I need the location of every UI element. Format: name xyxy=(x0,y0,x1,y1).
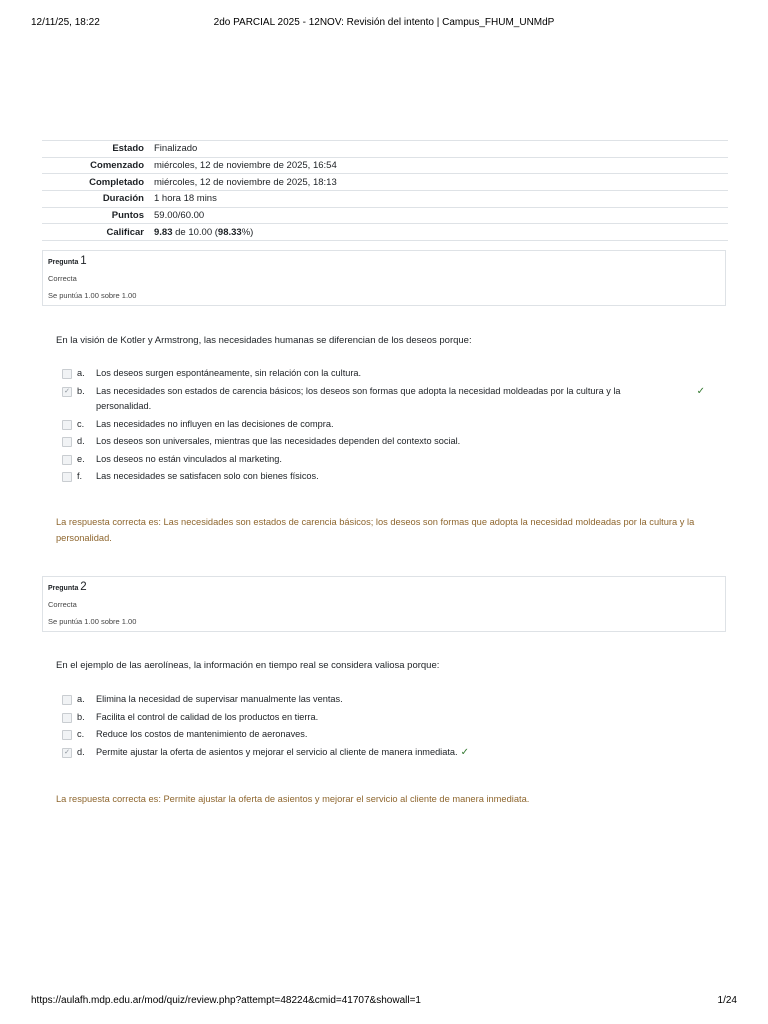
summary-row-duracion xyxy=(42,191,728,208)
check-icon: ✓ xyxy=(460,746,469,758)
question-2-info xyxy=(42,576,726,632)
answer-option-c[interactable] xyxy=(62,727,722,743)
question-2-correct-answer-feedback: La respuesta correcta es: Permite ajustar la oferta de asientos y mejorar el servicio al cliente de manera inmediata. xyxy=(56,794,530,804)
summary-value: miércoles, 12 de noviembre de 2025, 16:54 xyxy=(154,160,337,172)
grade-score: 9.83 xyxy=(154,226,173,238)
grade-suffix: %) xyxy=(241,226,254,238)
summary-label: Comenzado xyxy=(90,160,144,172)
question-grade: Se puntúa 1.00 sobre 1.00 xyxy=(48,291,137,300)
grade-percent: 98.33 xyxy=(217,226,242,238)
answer-option-b[interactable] xyxy=(62,384,722,415)
summary-label: Calificar xyxy=(106,226,144,238)
answer-checkbox[interactable] xyxy=(62,455,72,465)
summary-row-completado xyxy=(42,174,728,191)
answer-checkbox-checked[interactable]: ✓ xyxy=(62,387,72,397)
answer-text: Elimina la necesidad de supervisar manualmente las ventas. xyxy=(96,694,343,704)
answer-letter: c. xyxy=(77,729,85,739)
summary-row-calificar xyxy=(42,224,728,241)
answer-text: Los deseos surgen espontáneamente, sin relación con la cultura. xyxy=(96,368,362,378)
answer-option-b[interactable] xyxy=(62,710,722,726)
print-page-title: 2do PARCIAL 2025 - 12NOV: Revisión del intento | Campus_FHUM_UNMdP xyxy=(213,17,555,28)
print-footer xyxy=(31,995,737,1009)
summary-row-estado xyxy=(42,141,728,158)
summary-row-puntos xyxy=(42,207,728,224)
question-number xyxy=(48,581,87,593)
answer-checkbox[interactable] xyxy=(62,472,72,482)
summary-value xyxy=(154,224,728,241)
answer-text: Los deseos no están vinculados al marketing. xyxy=(96,453,282,464)
answer-text: Facilita el control de calidad de los productos en tierra. xyxy=(96,711,319,722)
answer-letter: f. xyxy=(77,471,83,481)
summary-label: Duración xyxy=(102,193,144,205)
answer-checkbox[interactable] xyxy=(62,420,72,430)
answer-letter: a. xyxy=(77,368,85,378)
print-datetime: 12/11/25, 18:22 xyxy=(31,17,100,28)
question-2-answers xyxy=(62,692,722,762)
summary-value: 59.00/60.00 xyxy=(154,210,205,222)
question-label: Pregunta xyxy=(48,585,79,592)
question-state: Correcta xyxy=(48,600,77,609)
question-number-value: 1 xyxy=(80,255,87,267)
answer-text: Las necesidades son estados de carencia básicos; los deseos son formas que adopta la necesidad moldeadas por la cultura y la personalidad. xyxy=(96,385,621,411)
summary-value: Finalizado xyxy=(154,143,198,155)
answer-text: Las necesidades se satisfacen solo con bienes físicos. xyxy=(96,471,319,481)
question-number xyxy=(48,255,87,267)
answer-option-c[interactable] xyxy=(62,417,722,433)
answer-letter: c. xyxy=(77,418,85,429)
question-1-text: En la visión de Kotler y Armstrong, las necesidades humanas se diferencian de los deseos porque: xyxy=(56,335,472,346)
answer-text: Las necesidades no influyen en las decisiones de compra. xyxy=(96,418,334,429)
answer-text: Los deseos son universales, mientras que las necesidades dependen del contexto social. xyxy=(96,436,461,446)
answer-checkbox[interactable] xyxy=(62,695,72,705)
question-state: Correcta xyxy=(48,274,77,283)
question-grade: Se puntúa 1.00 sobre 1.00 xyxy=(48,617,137,626)
question-1-correct-answer-feedback: La respuesta correcta es: Las necesidades son estados de carencia básicos; los deseos son formas que adopta la necesidad moldeadas por la cultura y la personalidad. xyxy=(56,517,695,543)
answer-letter: b. xyxy=(77,385,85,396)
summary-value: miércoles, 12 de noviembre de 2025, 18:13 xyxy=(154,176,337,188)
answer-letter: d. xyxy=(77,436,85,446)
answer-checkbox-checked[interactable]: ✓ xyxy=(62,748,72,758)
summary-label: Estado xyxy=(112,143,144,155)
summary-label: Puntos xyxy=(111,210,144,222)
answer-text-row xyxy=(96,745,722,761)
answer-option-d[interactable] xyxy=(62,434,722,450)
print-url: https://aulafh.mdp.edu.ar/mod/quiz/review.php?attempt=48224&cmid=41707&showall=1 xyxy=(31,995,421,1006)
question-2-text: En el ejemplo de las aerolíneas, la información en tiempo real se considera valiosa porque: xyxy=(56,660,440,671)
question-number-value: 2 xyxy=(80,581,87,593)
answer-option-e[interactable] xyxy=(62,452,722,468)
answer-checkbox[interactable] xyxy=(62,730,72,740)
answer-checkbox[interactable] xyxy=(62,369,72,379)
answer-option-a[interactable] xyxy=(62,366,722,382)
answer-option-d[interactable] xyxy=(62,745,722,761)
print-page-number: 1/24 xyxy=(717,995,737,1006)
answer-letter: b. xyxy=(77,711,85,722)
answer-checkbox[interactable] xyxy=(62,437,72,447)
grade-max: de 10.00 ( xyxy=(172,226,218,238)
answer-text: Permite ajustar la oferta de asientos y mejorar el servicio al cliente de manera inmediata. xyxy=(96,746,458,757)
question-label: Pregunta xyxy=(48,259,79,266)
summary-value: 1 hora 18 mins xyxy=(154,193,217,205)
summary-label: Completado xyxy=(89,176,144,188)
summary-row-comenzado xyxy=(42,157,728,174)
answer-option-f[interactable] xyxy=(62,469,722,485)
answer-text: Reduce los costos de mantenimiento de aeronaves. xyxy=(96,729,308,739)
answer-letter: d. xyxy=(77,746,85,757)
answer-checkbox[interactable] xyxy=(62,713,72,723)
answer-option-a[interactable] xyxy=(62,692,722,708)
print-header xyxy=(31,17,737,31)
answer-letter: a. xyxy=(77,694,85,704)
question-1-info xyxy=(42,250,726,306)
question-1-answers xyxy=(62,366,722,487)
attempt-summary-table xyxy=(42,140,728,241)
check-icon: ✓ xyxy=(696,385,705,397)
answer-letter: e. xyxy=(77,453,85,464)
